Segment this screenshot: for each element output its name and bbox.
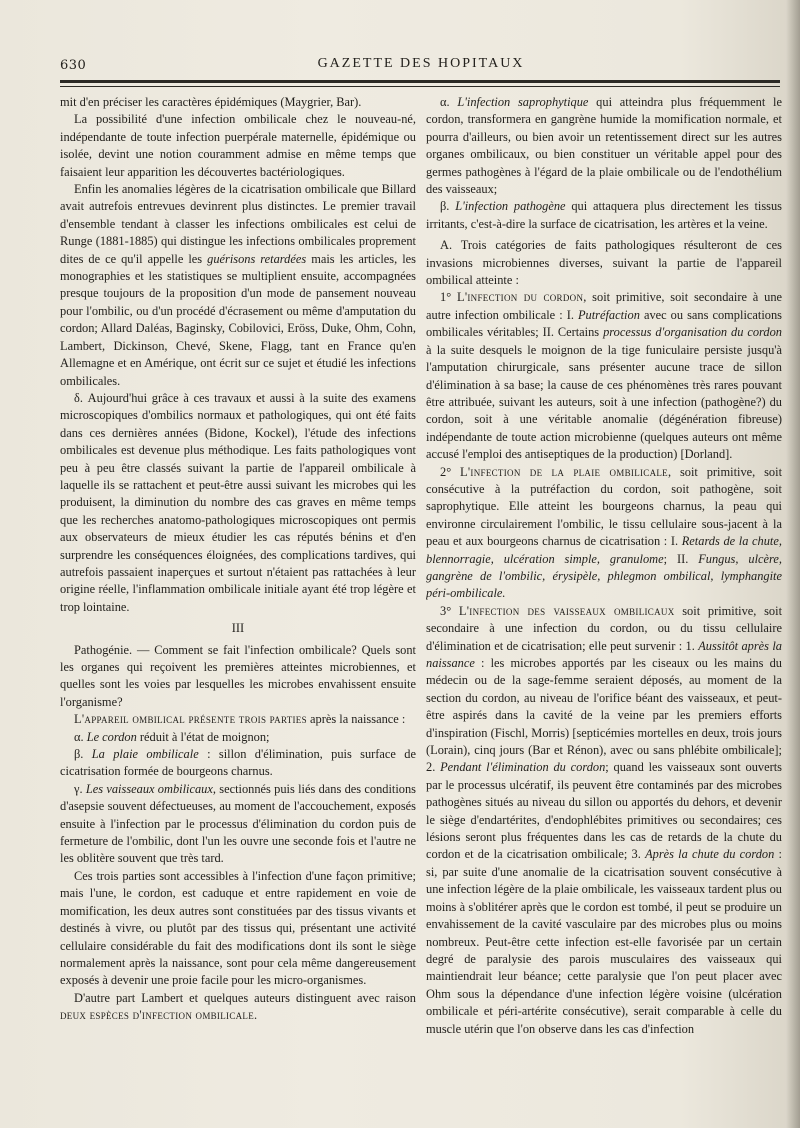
journal-title: GAZETTE DES HOPITAUX	[317, 56, 525, 71]
paragraph: A. Trois catégories de faits pathologiques résulteront de ces invasions microbiennes diverses, suivant la partie de l'appareil ombilical atteinte :	[426, 238, 782, 288]
list-item: α. L'infection saprophytique qui atteindra plus fréquemment le cordon, transformera en gangrène humide la momification normale, et pourra d'ailleurs, ou bien avoir un retentissement direct sur les autres organes ombilicaux, ou bien constituer un véritable appel pour des germes pathogènes à l'égard de la plaie ombilicale ou de l'endothélium des vaisseaux;	[426, 95, 782, 197]
small-caps-term: L'appareil ombilical présente trois parties	[74, 712, 307, 727]
section-heading: Pathogénie.	[74, 642, 133, 657]
paragraph: mit d'en préciser les caractères épidémiques (Maygrier, Bar).	[60, 95, 362, 109]
paragraph: Ces trois parties sont accessibles à l'infection d'une façon primitive; mais l'une, le cordon, est caduque et entre rapidement en voie de momification, les deux autres sont constituées par des tissus vivants et destinés à vivre, ou plutôt par des tissus qui, présentant une activité cellulaire considérable du fait des modifications dont ils sont le siège normalement après la naissance, sont pour cela même dangereusement exposés à devenir une proie facile pour les micro-organismes.	[60, 868, 416, 988]
page-edge-shadow	[786, 0, 800, 1128]
paragraph: 2° L'infection de la plaie ombilicale, soit primitive, soit consécutive à la putréfaction du cordon, soit pathogène, soit saprophytique. Elle atteint les bourgeons charnus, la peau qui environne circulairement l'ombilic, le tissu cellulaire sous-jacent à la peau et aux bourgeons charnus de cicatrisation : I. Retards de la chute, blennorragie, ulcération simple, granulome; II. Fungus, ulcère, gangrène de l'ombilic, érysipèle, phlegmon ombilical, lymphangite péri-ombilicale.	[426, 464, 782, 601]
paragraph: D'autre part Lambert et quelques auteurs distinguent avec raison deux espèces d'infection ombilicale.	[60, 990, 416, 1023]
header-rule-thick	[60, 80, 780, 83]
paragraph: 3° L'infection des vaisseaux ombilicaux soit primitive, soit secondaire à une infection du cordon, ou du tissu cellulaire d'élimination et de cicatrisation; elle peut survenir : 1. Aussitôt après la naissance : les microbes apportés par les ciseaux ou les mains du médecin ou de la sage-femme seraient déposés, au moment de la section du cordon, au niveau de l'orifice béant des vaisseaux, et peut-être aspirés dans la cavité de la veine par les premiers efforts d'inspiration (Fischl, Morris) [septicémies mortelles en deux, trois jours (Lorain), cinq jours (Bar et Rénon), avec ou sans phlébite ombilicale]; 2. Pendant l'élimination du cordon; quand les vaisseaux sont ouverts par le processus ulcératif, ils peuvent être contaminés par des microbes pathogènes situés au niveau du sillon ou apportés du dehors, et devenir le siège d'endartérites, d'endophlébites primitives ou secondaires; ces lésions seront plus fréquentes dans les cas de retards de la chute du cordon et de la cicatrisation ombilicale; 3. Après la chute du cordon : si, par suite d'une anomalie de la cicatrisation souvent consécutive à une infection légère de la plaie ombilicale, les vaisseaux tardent plus ou moins à s'oblitérer après que le cordon est tombé, il peut se produire un envahissement de la cavité vasculaire par des microbes plus ou moins nombreux. Peut-être cette infection est-elle favorisée par un certain degré de paralysie des parois musculaires des vaisseaux qui maintiendrait leur béance; cette paralysie que l'on peut placer avec Ohm sous la dépendance d'une infection légère voisine (ulcération ombilicale et péri-artérite consécutive), serait comparable à celle du muscle utérin que l'on observe dans les cas d'infection	[426, 603, 782, 1036]
right-column	[426, 94, 782, 1114]
paragraph: L'appareil ombilical présente trois parties après la naissance :	[74, 712, 406, 727]
header-rule-thin	[60, 86, 780, 87]
paragraph: Pathogénie. — Comment se fait l'infection ombilicale? Quels sont les organes qui reçoivent les premières atteintes microbiennes, et quelles sont les voies par lesquelles les microbes envahissent ensuite l'organisme?	[60, 642, 416, 709]
left-column	[60, 94, 416, 1114]
list-item: α. Le cordon réduit à l'état de moignon;	[74, 729, 270, 744]
paragraph: Enfin les anomalies légères de la cicatrisation ombilicale que Billard avait autrefois entrevues devinrent plus distinctes. Le premier travail d'ensemble tendant à classer les infections ombilicales est celui de Runge (1881-1885) qui distingue les infections ombilicales proprement dites de ce qu'il appelle les guérisons retardées mais les articles, les monographies et les statistiques se multiplient ensuite, accompagnées presque toujours de la proposition d'un mode de pansement nouveau pour l'ombilic, ou d'un procédé d'écrasement ou même d'amputation du cordon; Allard Daléas, Baginsky, Cobilovici, Eröss, Duke, Ohm, Cohn, Lambert, Dickinson, Chevé, Skene, Flagg, tant en France qu'en Allemagne et en Amérique, ont écrit sur ce sujet et étudié les infections ombilicales.	[60, 182, 416, 388]
paragraph: δ. Aujourd'hui grâce à ces travaux et aussi à la suite des examens microscopiques d'ombilics normaux et pathologiques, qui ont été faits dans ces dernières années (Bidone, Kockel), l'étude des infections ombilicales est devenue plus méthodique. Les faits pathologiques vont peu à peu être classés suivant la partie de l'appareil ombilicale à laquelle ils se rattachent et peut-être aussi suivant les microbes qui les produisent, la diminution du nombre des cas graves en même temps que les recherches anatomo-pathologiques microscopiques ont permis aux observateurs de mieux étudier les cas réputés bénins et d'en surprendre les conséquences éloignées, des complications tardives, qui autrefois passaient inaperçues et surtout n'étaient pas rattachées à leur origine réelle, l'inflammation ombilicale initiale ayant été trop légère et trop lointaine.	[60, 390, 416, 614]
small-caps-term: deux espèces d'infection ombilicale.	[60, 1008, 258, 1023]
paragraph: 1° L'infection du cordon, soit primitive, soit secondaire à une autre infection ombilicale : I. Putréfaction avec ou sans complications ombilicales véritables; II. Certains processus d'organisation du cordon à la suite desquels le moignon de la tige funiculaire persiste jusqu'à l'amputation chirurgicale, sans présenter aucune trace de sillon d'élimination à sa base; la cause de ces phénomènes très rares pouvant être attribuée, suivant les auteurs, soit à une infection (pathogène?) du cordon, soit à une véritable anomalie (dégénération fibreuse) indépendante de toute action microbienne (quelques auteurs ont même accusé l'emploi des antiseptiques de la production) [Dorland].	[426, 290, 782, 462]
list-item: β. L'infection pathogène qui attaquera plus directement les tissus irritants, c'est-à-dire la surface de cicatrisation, les artères et la veine.	[426, 199, 782, 231]
list-item: β. La plaie ombilicale : sillon d'élimination, puis surface de cicatrisation formée de bourgeons charnus.	[60, 747, 416, 779]
page-header	[60, 56, 782, 78]
page-number: 630	[60, 58, 87, 73]
paragraph: La possibilité d'une infection ombilicale chez le nouveau-né, indépendante de toute infection puerpérale maternelle, épidémique ou isolée, devint une notion couramment admise en même temps que faisaient leur apparition les découvertes bactériologiques.	[60, 112, 416, 179]
italic-term: guérisons retardées	[207, 251, 307, 266]
list-item: γ. Les vaisseaux ombilicaux, sectionnés puis liés dans des conditions d'asepsie souvent défectueuses, au moment de l'accouchement, exposés ensuite à l'infection par le processus d'élimination du cordon puis de fermeture de l'ombilic, dont l'un les ouvre une seconde fois et l'autre ne les oblitère souvent que très tard.	[60, 781, 416, 866]
section-number: III	[231, 621, 245, 636]
